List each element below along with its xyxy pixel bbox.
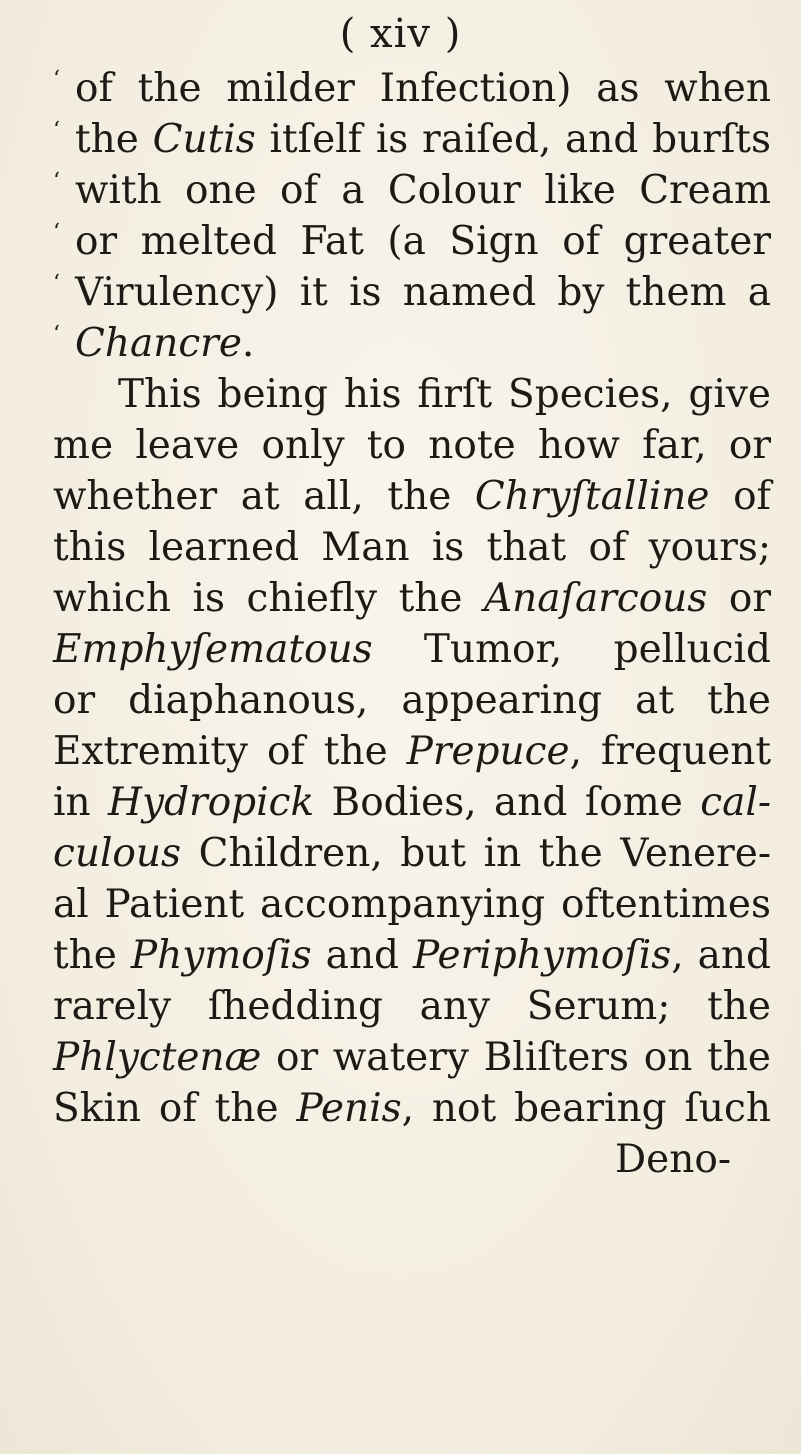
text-line: culous Children, but in the Venere-: [53, 831, 771, 876]
text-line: ‘ or melted Fat (a Sign of greater: [53, 216, 771, 267]
text-line: whether at all, the Chryſtalline of: [53, 474, 771, 519]
page-number: ( xiv ): [339, 11, 462, 57]
quote-mark: ‘: [53, 118, 60, 143]
text-line: which is chiefly the Anaſarcous or: [53, 576, 771, 621]
quote-mark: ‘: [53, 169, 60, 194]
text-line: This being his firſt Species, give: [118, 372, 771, 417]
quote-mark: ‘: [53, 322, 60, 347]
text-line: the Phymoſis and Periphymoſis, and: [53, 933, 771, 978]
catchword: Deno-: [614, 1137, 731, 1182]
text-line: ‘ of the milder Infection) as when: [53, 63, 771, 114]
text-line: or diaphanous, appearing at the: [53, 678, 771, 723]
text-line: Skin of the Penis, not bearing ſuch: [53, 1086, 771, 1131]
text-line: Phlyctenæ or watery Bliſters on the: [53, 1035, 771, 1080]
quote-mark: ‘: [53, 271, 60, 296]
text-line: Emphyſematous Tumor, pellucid: [53, 627, 771, 672]
quote-mark: ‘: [53, 220, 60, 245]
body-text: [53, 63, 771, 1185]
quote-mark: ‘: [53, 67, 60, 92]
text-line: ‘ the Cutis itſelf is raiſed, and burſts: [53, 114, 771, 165]
text-line: Extremity of the Prepuce, frequent: [53, 729, 771, 774]
text-line: me leave only to note how far, or: [53, 423, 771, 468]
text-line: this learned Man is that of yours;: [53, 525, 771, 570]
text-line: in Hydropick Bodies, and ſome cal-: [53, 780, 771, 825]
text-line: al Patient accompanying oftentimes: [53, 882, 771, 927]
text-line: ‘ Chancre.: [53, 318, 771, 369]
text-line: ‘ with one of a Colour like Cream: [53, 165, 771, 216]
text-line: ‘ Virulency) it is named by them a: [53, 267, 771, 318]
text-line: rarely ſhedding any Serum; the: [53, 984, 771, 1029]
